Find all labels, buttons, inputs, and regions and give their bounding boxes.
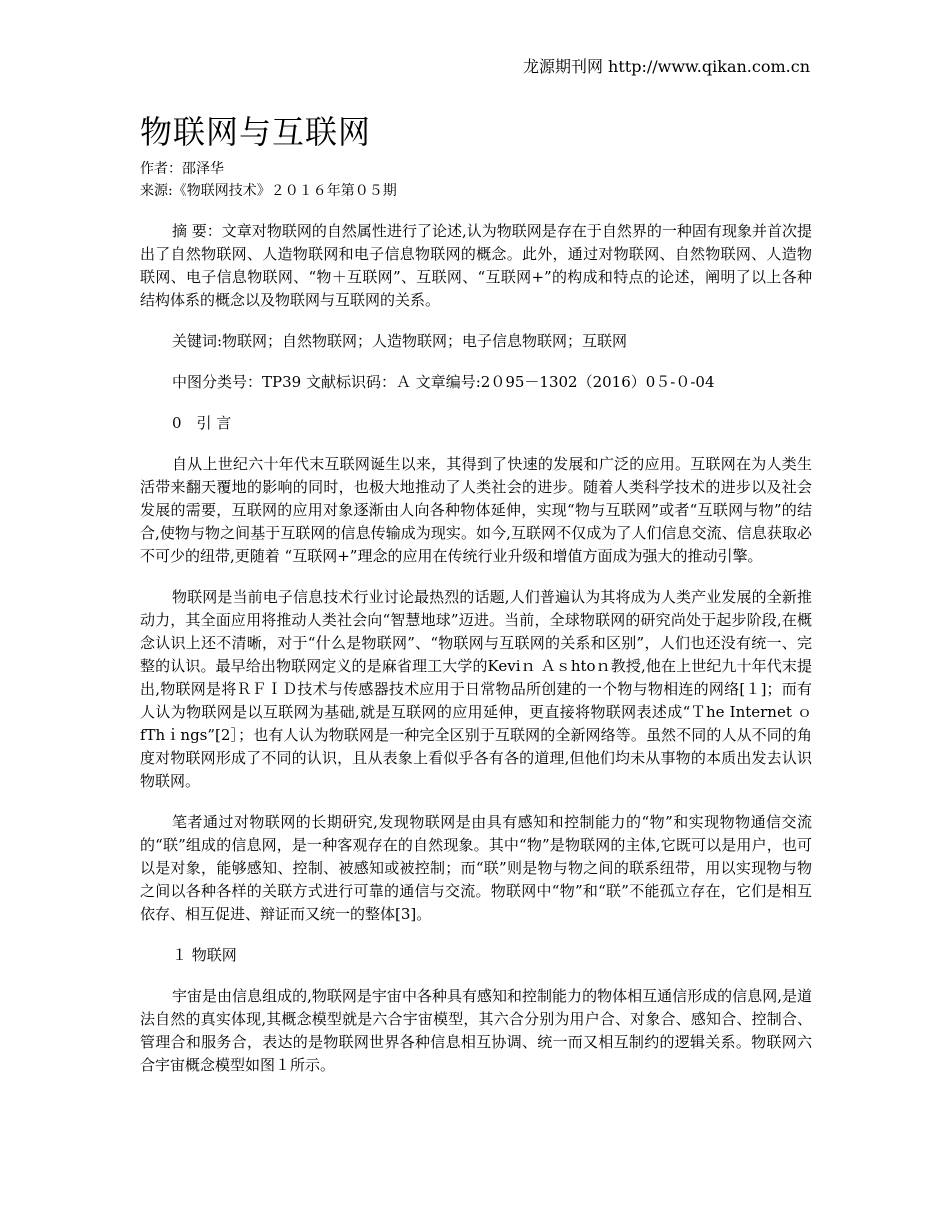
section-1-heading: １ 物联网 (172, 946, 237, 964)
section-0-heading-block (140, 412, 812, 435)
author-line: 作者：邵泽华 (140, 161, 224, 177)
paragraph-3: 笔者通过对物联网的长期研究,发现物联网是由具有感知和控制能力的“物”和实现物物通信交流的“联”组成的信息网，是一种客观存在的自然现象。其中“物”是物联网的主体,它既可以是用户，也可以是对象，能够感知、控制、被感知或被控制；而“联”则是物与物之间的联系纽带，用以实现物与物之间以各种各样的关联方式进行可靠的通信与交流。物联网中“物”和“联”不能孤立存在，它们是相互依存、相互促进、辩证而又统一的整体[3]。 (140, 813, 812, 923)
paragraph-3-block (140, 811, 812, 926)
article-body (140, 110, 812, 1077)
abstract-block (140, 220, 812, 312)
paragraph-2: 物联网是当前电子信息技术行业讨论最热烈的话题,人们普遍认为其将成为人类产业发展的全新推动力，其全面应用将推动人类社会向“智慧地球”迈进。当前，全球物联网的研究尚处于起步阶段,在概念认识上还不清晰，对于“什么是物联网”、“物联网与互联网的关系和区别”，人们也还没有统一、完整的认识。最早给出物联网定义的是麻省理工大学的Keviｎ Ａｓhtoｎ教授,他在上世纪九十年代末提出,物联网是将ＲＦＩＤ技术与传感器技术应用于日常物品所创建的一个物与物相连的网络[１]；而有人认为物联网是以互联网为基础,就是互联网的应用延伸，更直接将物联网表述成“Ｔhe Internet ｏfThｉngs”[2］；也有人认为物联网是一种完全区别于互联网的全新网络等。虽然不同的人从不同的角度对物联网形成了不同的认识，且从表象上看似乎各有各的道理,但他们均未从事物的本质出发去认识物联网。 (140, 588, 812, 790)
classification-block (140, 371, 812, 394)
keywords-block (140, 330, 812, 353)
article-title: 物联网与互联网 (140, 113, 372, 151)
paragraph-1: 自从上世纪六十年代末互联网诞生以来，其得到了快速的发展和广泛的应用。互联网在为人类生活带来翻天覆地的影响的同时，也极大地推动了人类社会的进步。随着人类科学技术的进步以及社会发展的需要，互联网的应用对象逐渐由人向各种物体延伸，实现“物与互联网”或者“互联网与物”的结合,使物与物之间基于互联网的信息传输成为现实。如今,互联网不仅成为了人们信息交流、信息获取必不可少的纽带,更随着 “互联网+”理念的应用在传统行业升级和增值方面成为强大的推动引擎。 (140, 455, 812, 565)
paragraph-4-block (140, 985, 812, 1077)
section-0-heading: 0 引 言 (172, 414, 232, 432)
keywords-line: 关键词:物联网；自然物联网；人造物联网；电子信息物联网；互联网 (172, 332, 628, 350)
abstract-paragraph: 摘 要：文章对物联网的自然属性进行了论述,认为物联网是存在于自然界的一种固有现象并首次提出了自然物联网、人造物联网和电子信息物联网的概念。此外，通过对物联网、自然物联网、人造物联网、电子信息物联网、“物＋互联网”、互联网、“互联网+”的构成和特点的论述，阐明了以上各种结构体系的概念以及物联网与互联网的关系。 (140, 222, 812, 309)
classification-line: 中图分类号：TP39 文献标识码：Ａ 文章编号:2０95－1302（2016）0５-０-04 (172, 373, 715, 391)
source-line: 来源:《物联网技术》２０１６年第０５期 (140, 183, 397, 199)
paragraph-2-block (140, 586, 812, 793)
paragraph-4: 宇宙是由信息组成的,物联网是宇宙中各种具有感知和控制能力的物体相互通信形成的信息网,是道法自然的真实体现,其概念模型就是六合宇宙模型，其六合分别为用户合、对象合、感知合、控制合、管理合和服务合，表达的是物联网世界各种信息相互协调、统一而又相互制约的逻辑关系。物联网六合宇宙概念模型如图１所示。 (140, 987, 812, 1074)
section-1-heading-block (140, 944, 812, 967)
journal-site-header: 龙源期刊网 http://www.qikan.com.cn (522, 57, 810, 76)
paragraph-1-block (140, 453, 812, 568)
